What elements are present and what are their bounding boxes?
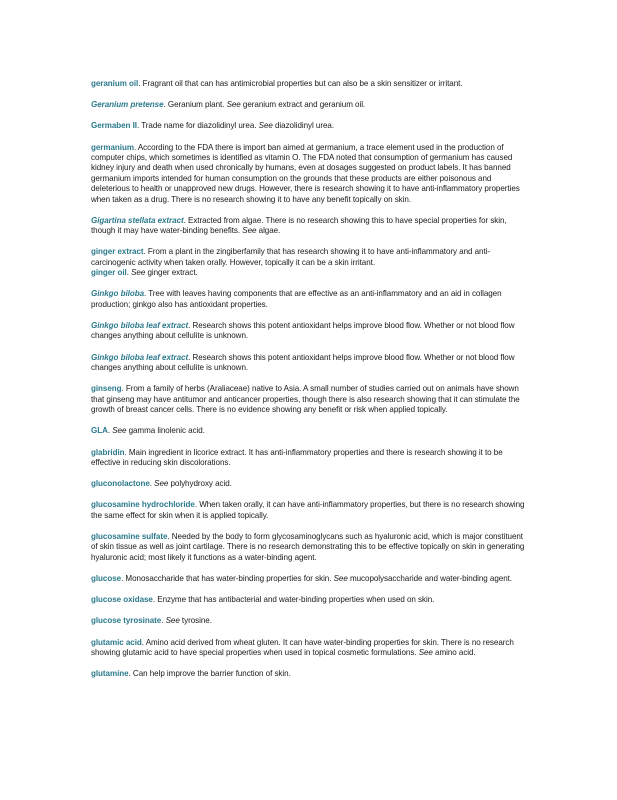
entry-definition-tail: polyhydroxy acid. bbox=[168, 479, 232, 489]
entry-term: germanium bbox=[91, 142, 134, 152]
entry-term: glucosamine sulfate bbox=[91, 531, 168, 541]
glossary-entry bbox=[91, 143, 531, 205]
glossary-entry bbox=[91, 289, 531, 310]
entry-definition-tail: mucopolysaccharide and water-binding agent. bbox=[347, 573, 512, 583]
glossary-entry bbox=[91, 669, 531, 679]
glossary-entry bbox=[91, 321, 531, 342]
glossary-entry bbox=[91, 426, 531, 436]
see-reference: See bbox=[258, 121, 273, 131]
see-reference: See bbox=[154, 479, 169, 489]
entry-definition: . bbox=[161, 616, 166, 626]
entry-term: ginseng bbox=[91, 384, 122, 394]
entry-term: ginger oil bbox=[91, 268, 127, 278]
entry-definition: . Geranium plant. bbox=[163, 100, 227, 110]
entry-term: glucosamine hydrochloride bbox=[91, 500, 195, 510]
entry-term: glucose oxidase bbox=[91, 595, 153, 605]
glossary-entry bbox=[91, 79, 531, 89]
entry-definition: . According to the FDA there is import ban aimed at germanium, a trace element used in the production of computer chips, which sometimes is identified as vitamin O. The FDA noted that consumption of germanium has caused kidney injury and death when used chronically by humans, even at dosages suggested on product labels. It has banned germanium imports intended for human consumption on the grounds that these products are either poisonous and deleterious to health or unapproved new drugs. However, there is research showing it to have anti-inflammatory properties when taken as a drug. There is no research showing it to have any benefit topically on skin. bbox=[91, 142, 520, 204]
entry-definition-tail: geranium extract and geranium oil. bbox=[240, 100, 366, 110]
see-reference: See bbox=[242, 226, 257, 236]
see-reference: See bbox=[418, 647, 433, 657]
entry-definition: . Tree with leaves having components that are effective as an anti-inflammatory and an aid in collagen production; ginkgo also has antioxidant properties. bbox=[91, 289, 502, 309]
entry-term: glabridin bbox=[91, 447, 125, 457]
entry-definition-tail: gamma linolenic acid. bbox=[126, 426, 205, 436]
entry-definition: . Fragrant oil that can has antimicrobial properties but can also be a skin sensitizer or irritant. bbox=[138, 79, 463, 88]
glossary-entry bbox=[91, 353, 531, 374]
entry-term: Gigartina stellata extract bbox=[91, 215, 184, 225]
entry-definition: . Trade name for diazolidinyl urea. bbox=[136, 121, 259, 131]
entry-term: glucose tyrosinate bbox=[91, 616, 162, 626]
glossary-entry bbox=[91, 616, 531, 626]
glossary-entry bbox=[91, 216, 531, 237]
entry-term: gluconolactone bbox=[91, 479, 150, 489]
entry-definition-tail: diazolidinyl urea. bbox=[272, 121, 335, 131]
glossary-entry bbox=[91, 595, 531, 605]
glossary-entry bbox=[91, 532, 531, 563]
entry-term: glutamic acid bbox=[91, 637, 142, 647]
glossary-entry bbox=[91, 448, 531, 469]
glossary-entry bbox=[91, 100, 531, 110]
see-reference: See bbox=[226, 100, 241, 110]
see-reference: See bbox=[333, 573, 348, 583]
entry-definition: . Enzyme that has antibacterial and water-binding properties when used on skin. bbox=[152, 595, 435, 605]
entry-definition: . bbox=[126, 268, 132, 278]
glossary-entry bbox=[91, 384, 531, 415]
entry-term: Germaben II bbox=[91, 121, 137, 131]
entry-term: glucose bbox=[91, 573, 122, 583]
entry-definition: . From a plant in the zingiberfamily that has research showing it to have anti-inflammatory and anti-carcinogenic activity when taken orally. However, topically it can be a skin irritant. bbox=[91, 247, 491, 267]
glossary-entry bbox=[91, 574, 531, 584]
see-reference: See bbox=[165, 616, 180, 626]
glossary-entry bbox=[91, 500, 531, 521]
entry-definition-tail: amino acid. bbox=[432, 647, 476, 657]
entry-term: ginger extract bbox=[91, 247, 144, 257]
entry-term: geranium oil bbox=[91, 79, 139, 88]
entry-definition: . bbox=[107, 426, 113, 436]
glossary-page bbox=[91, 79, 531, 690]
entry-definition: . Extracted from algae. There is no research showing this to have special properties for skin, though it may have water-binding benefits. bbox=[91, 215, 507, 236]
entry-term: glutamine bbox=[91, 669, 129, 679]
entry-definition: . Main ingredient in licorice extract. It has anti-inflammatory properties and there is research showing it to be effective in reducing skin discolorations. bbox=[91, 447, 503, 467]
entry-definition: . Needed by the body to form glycosaminoglycans such as hyaluronic acid, which is major constituent of skin tissue as well as joint cartilage. There is no research demonstrating this to be effective topically on skin in generating hyaluronic acid; most likely it functions as a water-binding agent. bbox=[91, 531, 525, 562]
entry-term: Ginkgo biloba leaf extract bbox=[91, 352, 189, 362]
entry-definition: . Research shows this potent antioxidant helps improve blood flow. Whether or not blood flow changes anything about cellulite is unknown. bbox=[91, 352, 515, 373]
see-reference: See bbox=[131, 268, 146, 278]
glossary-entry bbox=[91, 247, 531, 268]
glossary-entry bbox=[91, 479, 531, 489]
entry-definition-tail: tyrosine. bbox=[179, 616, 212, 626]
entry-definition: . Amino acid derived from wheat gluten. It can have water-binding properties for skin. There is no research showing glutamic acid to have special properties when used in topical cosmetic formulations. bbox=[91, 637, 514, 657]
entry-definition-tail: ginger extract. bbox=[145, 268, 198, 278]
entry-term: Geranium pretense bbox=[91, 100, 164, 110]
entry-definition: . Research shows this potent antioxidant helps improve blood flow. Whether or not blood flow changes anything about cellulite is unknown. bbox=[91, 321, 515, 341]
glossary-entry bbox=[91, 268, 531, 278]
entry-term: Ginkgo biloba bbox=[91, 289, 144, 299]
entry-definition: . Monosaccharide that has water-binding properties for skin. bbox=[121, 573, 334, 583]
entry-definition: . When taken orally, it can have anti-inflammatory properties, but there is no research showing the same effect for skin when it is applied topically. bbox=[91, 500, 525, 520]
entry-definition-tail: algae. bbox=[256, 226, 281, 236]
glossary-entry bbox=[91, 121, 531, 131]
entry-definition: . Can help improve the barrier function of skin. bbox=[128, 669, 291, 679]
entry-definition: . From a family of herbs (Araliaceae) native to Asia. A small number of studies carried out on animals have shown that ginseng may have antitumor and anticancer properties, though there is also research showing that it can stimulate the growth of breast cancer cells. There is no evidence showing any benefit or risk when applied topically. bbox=[91, 384, 520, 415]
entry-term: GLA bbox=[91, 426, 108, 436]
entry-term: Ginkgo biloba leaf extract bbox=[91, 321, 189, 331]
glossary-entry bbox=[91, 638, 531, 659]
entry-definition: . bbox=[149, 479, 155, 489]
see-reference: See bbox=[112, 426, 127, 436]
